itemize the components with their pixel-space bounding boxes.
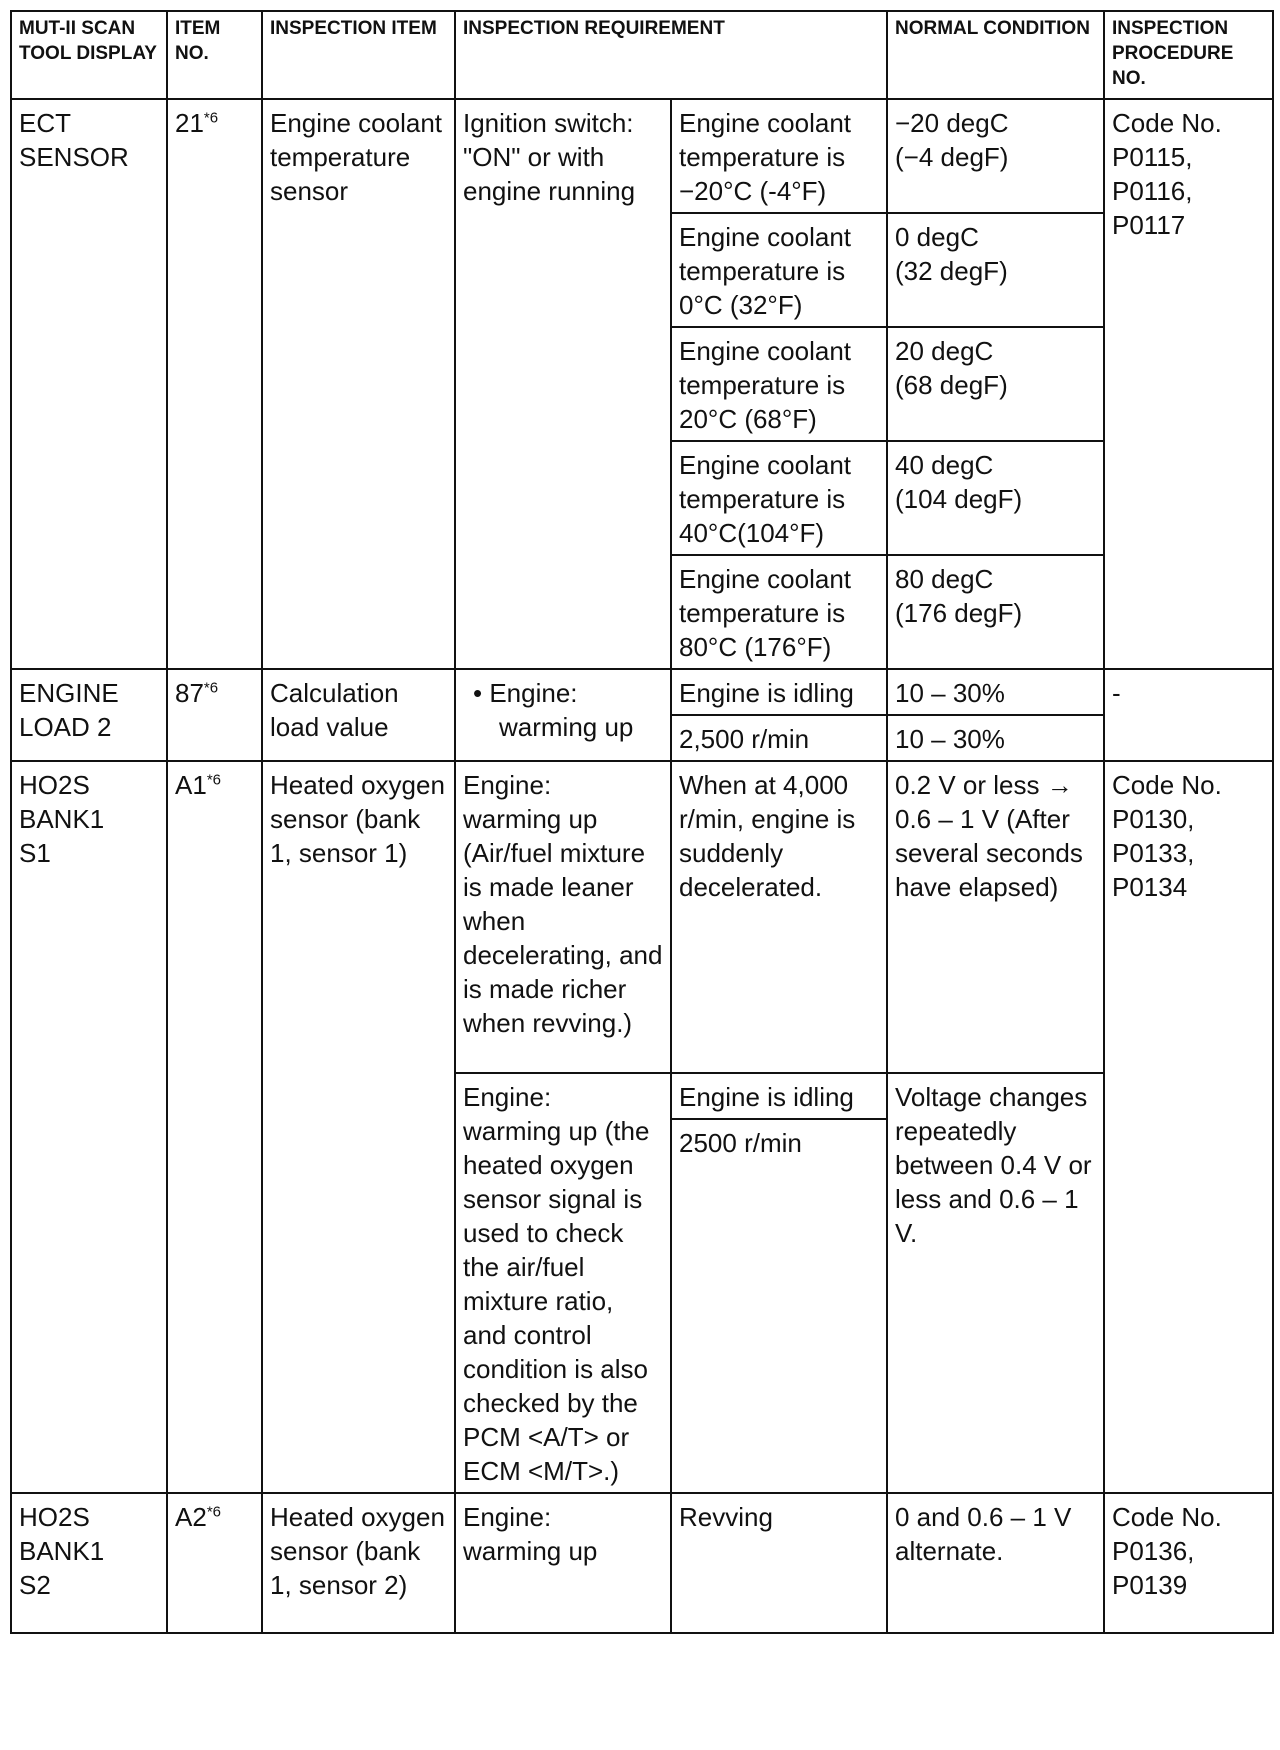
ect-normal: 80 degC (176 degF): [887, 555, 1104, 669]
header-row: [11, 11, 1273, 99]
ect-normal: −20 degC (−4 degF): [887, 99, 1104, 213]
header-display: MUT-II SCAN TOOL DISPLAY: [11, 11, 167, 99]
load-item: Calculation load value: [262, 669, 455, 761]
load-normal: 10 – 30%: [887, 715, 1104, 761]
ho2s2-requirement: Engine: warming up: [455, 1493, 671, 1633]
load-normal: 10 – 30%: [887, 669, 1104, 715]
ho2s1-condition-b2: 2500 r/min: [671, 1119, 887, 1493]
ect-procedure: Code No. P0115, P0116, P0117: [1104, 99, 1273, 669]
ho2s2-display: HO2S BANK1 S2: [11, 1493, 167, 1633]
header-inspection-item: INSPECTION ITEM: [262, 11, 455, 99]
ho2s2-condition: Revving: [671, 1493, 887, 1633]
ho2s1-requirement-b: Engine: warming up (the heated oxygen sensor signal is used to check the air/fuel mixture ratio, and control condition is also checked by the PCM <A/T> or ECM <M/T>.): [455, 1073, 671, 1493]
ho2s2-normal: 0 and 0.6 – 1 V alternate.: [887, 1493, 1104, 1633]
ect-requirement: Ignition switch: "ON" or with engine running: [455, 99, 671, 669]
inspection-table-page: [10, 10, 1272, 1634]
ect-condition: Engine coolant temperature is −20°C (-4°F): [671, 99, 887, 213]
ho2s1-requirement-a: Engine: warming up (Air/fuel mixture is made leaner when decelerating, and is made richer when revving.): [455, 761, 671, 1073]
load-item-no: 87$^{*6}$: [167, 669, 262, 761]
load-procedure: -: [1104, 669, 1273, 761]
table-row: [11, 1493, 1273, 1633]
ho2s1-normal-b: Voltage changes repeatedly between 0.4 V or less and 0.6 – 1 V.: [887, 1073, 1104, 1493]
ect-normal: 20 degC (68 degF): [887, 327, 1104, 441]
ect-condition: Engine coolant temperature is 20°C (68°F): [671, 327, 887, 441]
ect-condition: Engine coolant temperature is 0°C (32°F): [671, 213, 887, 327]
ho2s1-display: HO2S BANK1 S1: [11, 761, 167, 1493]
ect-item: Engine coolant temperature sensor: [262, 99, 455, 669]
ect-normal: 0 degC (32 degF): [887, 213, 1104, 327]
header-procedure-no: INSPECTION PROCEDURE NO.: [1104, 11, 1273, 99]
ect-condition: Engine coolant temperature is 80°C (176°F): [671, 555, 887, 669]
ect-item-no: 21$^{*6}$: [167, 99, 262, 669]
load-requirement: • Engine: warming up: [455, 669, 671, 761]
ho2s2-item-no: A2$^{*6}$: [167, 1493, 262, 1633]
table-row: [11, 99, 1273, 213]
ect-normal: 40 degC (104 degF): [887, 441, 1104, 555]
ho2s1-condition-a: When at 4,000 r/min, engine is suddenly decelerated.: [671, 761, 887, 1073]
load-condition: 2,500 r/min: [671, 715, 887, 761]
ho2s1-normal-a: 0.2 V or less → 0.6 – 1 V (After several seconds have elapsed): [887, 761, 1104, 1073]
inspection-table: [10, 10, 1274, 1634]
ect-condition: Engine coolant temperature is 40°C(104°F): [671, 441, 887, 555]
table-row: [11, 669, 1273, 715]
load-display: ENGINE LOAD 2: [11, 669, 167, 761]
ho2s2-procedure: Code No. P0136, P0139: [1104, 1493, 1273, 1633]
ho2s1-item-no: A1$^{*6}$: [167, 761, 262, 1493]
ect-display: ECT SENSOR: [11, 99, 167, 669]
header-item-no: ITEM NO.: [167, 11, 262, 99]
ho2s1-condition-b1: Engine is idling: [671, 1073, 887, 1119]
header-inspection-requirement: INSPECTION REQUIREMENT: [455, 11, 887, 99]
table-row: [11, 761, 1273, 1073]
ho2s1-item: Heated oxygen sensor (bank 1, sensor 1): [262, 761, 455, 1493]
load-condition: Engine is idling: [671, 669, 887, 715]
ho2s2-item: Heated oxygen sensor (bank 1, sensor 2): [262, 1493, 455, 1633]
header-normal-condition: NORMAL CONDITION: [887, 11, 1104, 99]
ho2s1-procedure: Code No. P0130, P0133, P0134: [1104, 761, 1273, 1493]
